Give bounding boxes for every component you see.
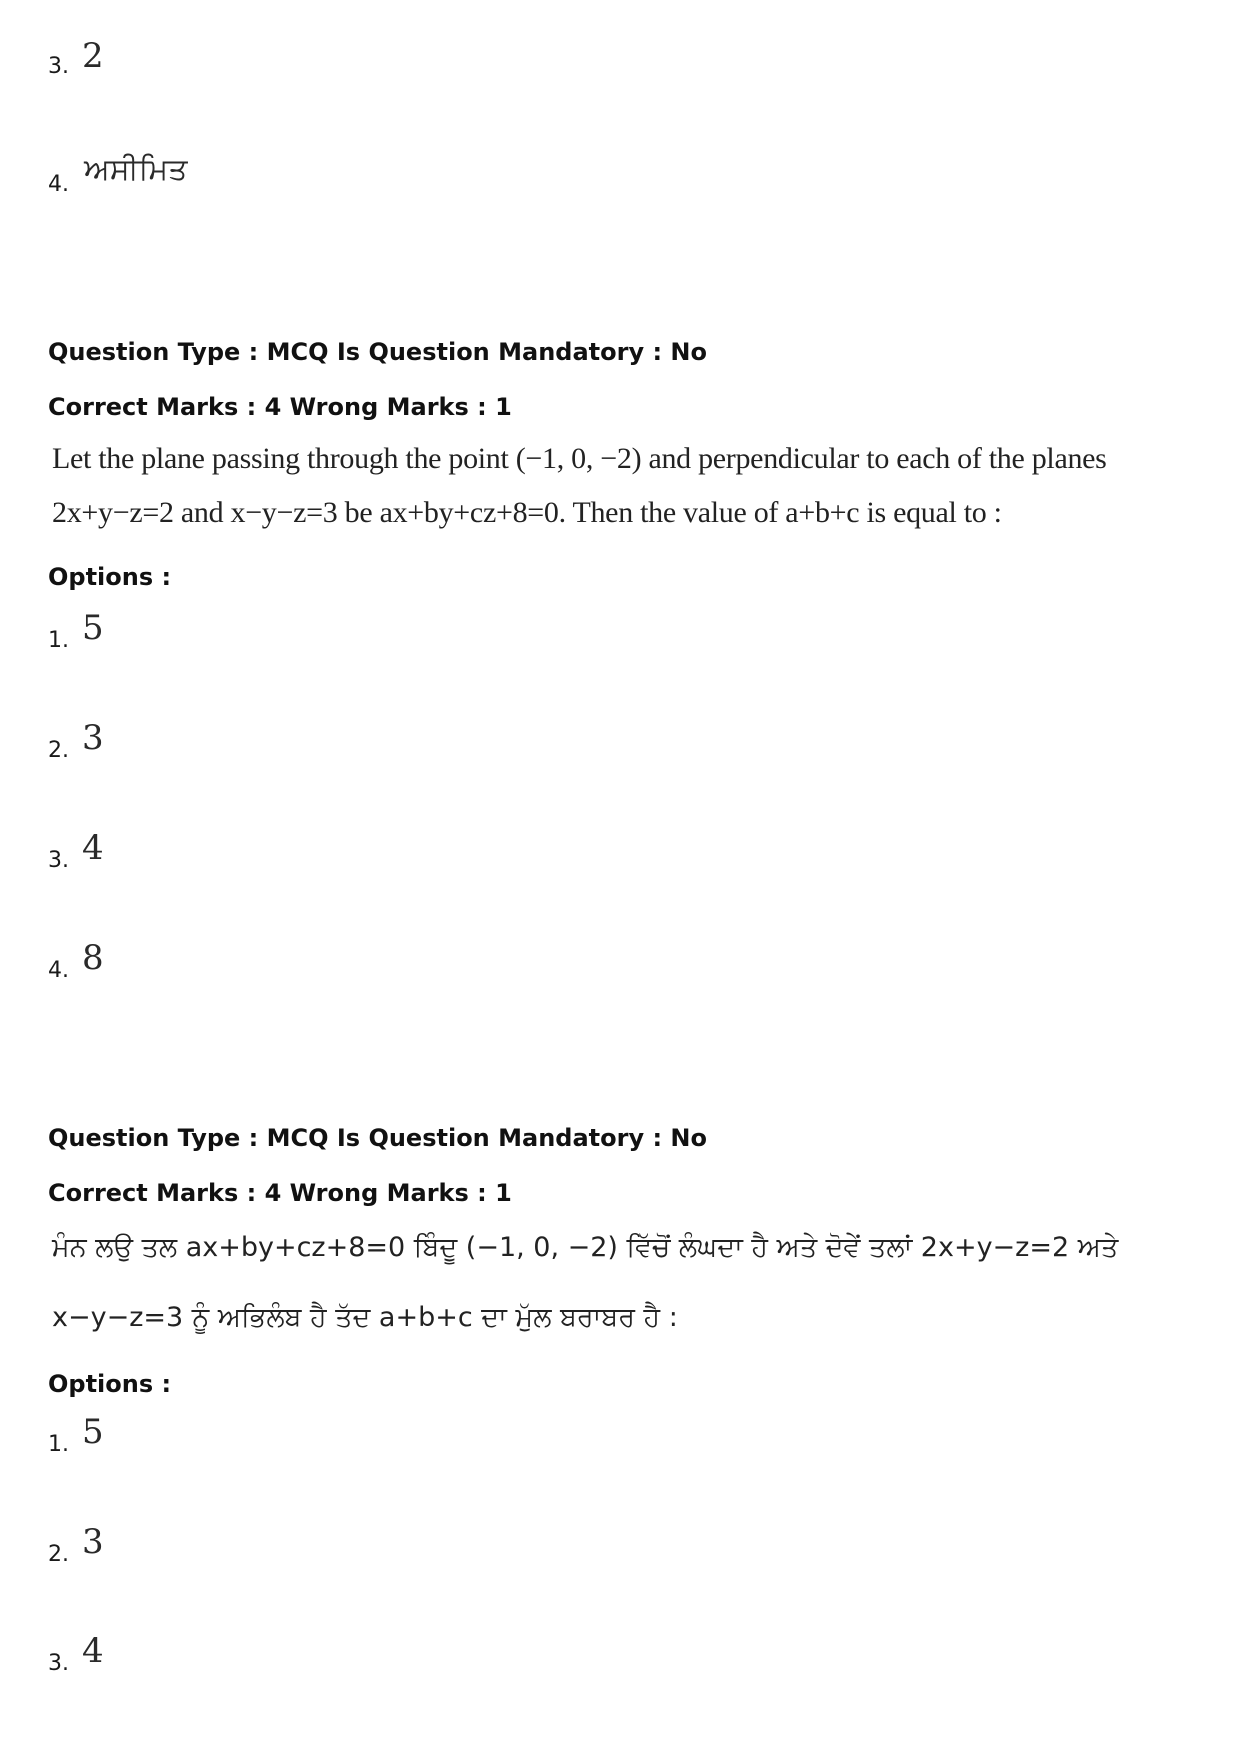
- option-number: 1.: [48, 628, 69, 653]
- question-text-line: Let the plane passing through the point (−1, 0, −2) and perpendicular to each of the planes: [52, 442, 1107, 475]
- question-text-line: x−y−z=3 ਨੂੰ ਅਭਿਲੰਬ ਹੈ ਤੱਦ a+b+c ਦਾ ਮੁੱਲ ਬਰਾਬਰ ਹੈ :: [52, 1302, 678, 1333]
- option-number: 1.: [48, 1432, 69, 1457]
- option-value: 2: [82, 36, 104, 76]
- question-type-line: Question Type : MCQ Is Question Mandatory : No: [48, 338, 707, 366]
- question-type-line: Question Type : MCQ Is Question Mandatory : No: [48, 1124, 707, 1152]
- options-label: Options :: [48, 563, 172, 591]
- option-value: 5: [82, 1412, 104, 1452]
- option-value: 3: [82, 718, 104, 758]
- question-text-line: ਮੰਨ ਲਉ ਤਲ ax+by+cz+8=0 ਬਿੰਦੂ (−1, 0, −2) ਵਿੱਚੋਂ ਲੰਘਦਾ ਹੈ ਅਤੇ ਦੋਵੇਂ ਤਲਾਂ 2x+y−z=2 ਅਤੇ: [52, 1232, 1119, 1263]
- option-number: 4.: [48, 958, 69, 983]
- option-number: 4.: [48, 172, 69, 197]
- option-value: 5: [82, 608, 104, 648]
- marks-line: Correct Marks : 4 Wrong Marks : 1: [48, 393, 512, 421]
- question-text-line: 2x+y−z=2 and x−y−z=3 be ax+by+cz+8=0. Then the value of a+b+c is equal to :: [52, 496, 1002, 529]
- option-value: 4: [82, 828, 104, 868]
- option-number: 2.: [48, 738, 69, 763]
- options-label: Options :: [48, 1370, 172, 1398]
- option-number: 3.: [48, 848, 69, 873]
- option-value: ਅਸੀਮਿਤ: [84, 152, 188, 187]
- option-value: 3: [82, 1522, 104, 1562]
- marks-line: Correct Marks : 4 Wrong Marks : 1: [48, 1179, 512, 1207]
- option-number: 3.: [48, 1651, 69, 1676]
- option-number: 2.: [48, 1542, 69, 1567]
- option-value: 8: [82, 938, 104, 978]
- option-number: 3.: [48, 54, 69, 79]
- option-value: 4: [82, 1631, 104, 1671]
